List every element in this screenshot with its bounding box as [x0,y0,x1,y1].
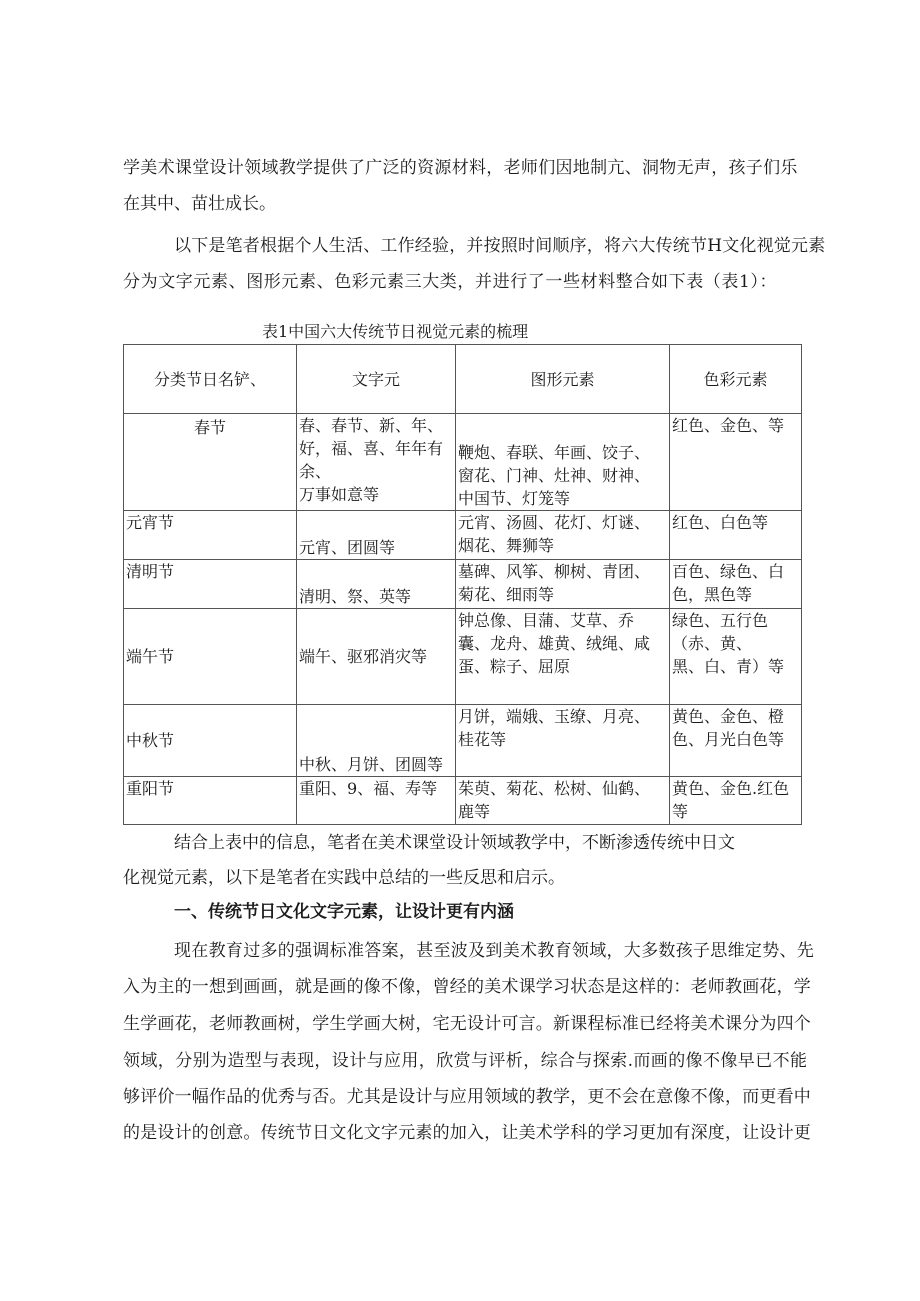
table-row [124,511,802,560]
festival-name: 中秋节 [124,705,297,777]
cell-line: 中国节、灯笼等 [458,489,571,508]
shape-elements-cell [456,560,670,609]
after-table-line-2: 化视觉元素，以下是笔者在实践中总结的一些反思和启示。 [123,868,565,888]
cell-line: 红色、金色、等 [672,416,785,435]
section-heading: 一、传统节日文化文字元素，让设计更有内涵 [174,902,514,922]
shape-elements-cell [456,705,670,777]
text-elements-cell [297,511,456,560]
table-row [124,560,802,609]
shape-elements-cell [456,777,670,825]
shape-elements-cell [456,609,670,705]
text-elements-cell [297,414,456,511]
section-line-5: 够评价一幅作品的优秀与否。尤其是设计与应用领域的教学，更不会在意像不像，而更看中 [123,1087,811,1107]
section-line-3: 生学画花，老师教画树，学生学画大树，宅无设计可言。新课程标准已经将美术课分为四个 [123,1014,811,1034]
header-color-elements: 色彩元素 [670,345,802,414]
cell-line: 余、 [299,462,332,481]
cell-line: 墓碑、风筝、柳树、青团、 [458,562,651,581]
section-line-6: 的是设计的创意。传统节日文化文字元素的加入，让美术学科的学习更加有深度，让设计更 [123,1123,811,1143]
cell-line: 烟花、舞狮等 [458,536,555,555]
cell-line: 红色、白色等 [672,513,769,532]
table-row [124,705,802,777]
cell-line: 钟总像、目蒲、艾草、乔 [458,611,635,630]
color-elements-cell [670,777,802,825]
color-elements-cell [670,560,802,609]
festival-elements-table [123,344,802,825]
table-row [124,609,802,705]
table-caption: 表1中国六大传统节日视觉元素的梳理 [262,322,529,341]
cell-line: 桂花等 [458,730,507,749]
cell-line: 元宵、团圆等 [299,538,396,557]
cell-line: 菊花、细雨等 [458,585,555,604]
cell-line: 囊、龙舟、雄黄、绒绳、咸 [458,634,651,653]
header-category: 分类节日名铲、 [124,345,297,414]
cell-line: 清明、祭、英等 [299,587,412,606]
festival-name: 清明节 [124,560,297,609]
cell-line: 鞭炮、春联、年画、饺子、 [458,443,651,462]
text-elements-cell [297,705,456,777]
cell-line: 鹿等 [458,802,491,821]
cell-line: 黄色、金色、橙 [672,707,785,726]
cell-line: 黄色、金色.红色 [672,779,790,798]
section-line-2: 入为主的一想到画画，就是画的像不像，曾经的美术课学习状态是这样的：老师教画花，学 [123,977,811,997]
cell-line: 万事如意等 [299,485,380,504]
cell-line: 重阳、9、福、寿等 [299,779,438,798]
cell-line: 端午、驱邪消灾等 [299,647,428,666]
table-row [124,777,802,825]
cell-line: 中秋、月饼、团圆等 [299,755,444,774]
color-elements-cell [670,414,802,511]
cell-line: 窗花、门神、灶神、财神、 [458,466,651,485]
cell-line: 元宵、汤圆、花灯、灯谜、 [458,513,651,532]
cell-line: 春、春节、新、年、 [299,416,444,435]
cell-line: 好，福、喜、年年有 [299,439,444,458]
header-text-elements: 文字元 [297,345,456,414]
intro-line-2: 在其中、苗壮成长。 [123,194,276,214]
intro-line-3: 以下是笔者根据个人生活、工作经验，并按照时间顺序，将六大传统节H文化视觉元素 [174,236,826,256]
cell-line: 绿色、五行色 [672,611,769,630]
color-elements-cell [670,511,802,560]
festival-name: 端午节 [124,609,297,705]
color-elements-cell [670,609,802,705]
cell-line: 色，黑色等 [672,585,753,604]
shape-elements-cell [456,414,670,511]
cell-line: （赤、黄、 [672,634,753,653]
cell-line: 色、月光白色等 [672,730,785,749]
color-elements-cell [670,705,802,777]
intro-line-4: 分为文字元素、图形元素、色彩元素三大类，并进行了一些材料整合如下表（表1）： [123,272,778,292]
after-table-line-1: 结合上表中的信息，笔者在美术课堂设计领域教学中，不断渗透传统中日文 [174,833,735,853]
cell-line: 黑、白、青）等 [672,657,785,676]
cell-line: 月饼，端娥、玉缭、月亮、 [458,707,651,726]
section-line-1: 现在教育过多的强调标准答案，甚至波及到美术教育领域，大多数孩子思维定势、先 [174,941,815,961]
table-row [124,414,802,511]
shape-elements-cell [456,511,670,560]
festival-name: 春节 [124,414,297,511]
section-line-4: 领域，分别为造型与表现，设计与应用，欣赏与评析，综合与探索.而画的像不像早已不能 [123,1051,808,1071]
cell-line: 蛋、粽子、屈原 [458,657,571,676]
festival-name: 重阳节 [124,777,297,825]
text-elements-cell [297,560,456,609]
header-shape-elements: 图形元素 [456,345,670,414]
festival-name: 元宵节 [124,511,297,560]
intro-line-1: 学美术课堂设计领域教学提供了广泛的资源材料，老师们因地制亢、洞物无声，孩子们乐 [123,158,798,178]
table-header-row [124,345,802,414]
cell-line: 茱萸、菊花、松树、仙鹤、 [458,779,651,798]
cell-line: 等 [672,802,689,821]
cell-line: 百色、绿色、白 [672,562,785,581]
text-elements-cell [297,609,456,705]
text-elements-cell [297,777,456,825]
